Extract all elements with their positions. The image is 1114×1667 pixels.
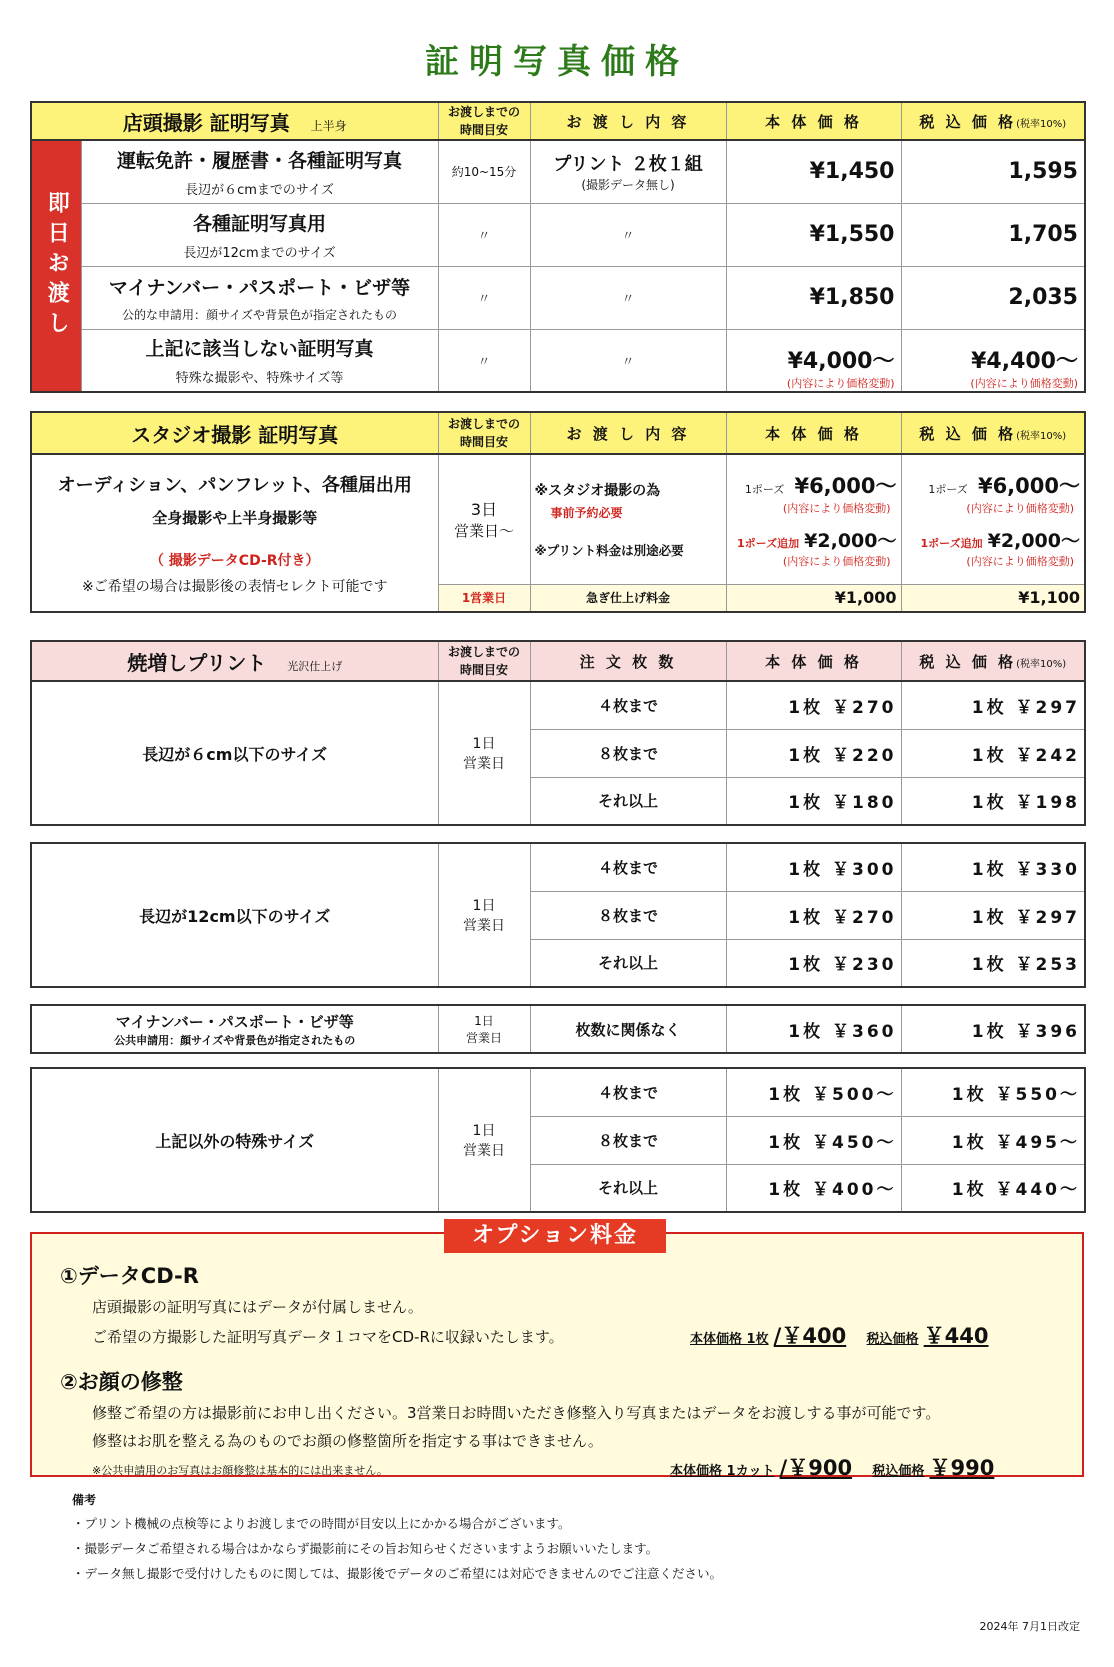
shop-row-3-name: マイナンバー・パスポート・ビザ等 公的な申請用：顔サイズや背景色が指定されたもの	[81, 266, 438, 329]
shop-row-1-name: 運転免許・履歴書・各種証明写真 長辺が６cmまでのサイズ	[81, 140, 438, 203]
rush-tax: ¥1,100	[901, 584, 1085, 612]
cd-price: 本体価格 1枚 /￥400 税込価格 ￥440	[690, 1324, 989, 1348]
shop-row-4-content: 〃	[530, 329, 726, 392]
group-4-qty-3: それ以上	[530, 1164, 726, 1212]
remark-item-3: ・データ無し撮影で受付けしたものに関しては、撮影後でデータのご希望には対応できませんのでご注意ください。	[72, 1566, 723, 1581]
shop-row-3-content: 〃	[530, 266, 726, 329]
shop-row-1-base: ¥1,450	[726, 140, 901, 203]
reprint-time-header: お渡しまでの 時間目安	[438, 641, 530, 681]
time-header: お渡しまでの 時間目安	[438, 102, 530, 140]
studio-base-header: 本 体 価 格	[726, 412, 901, 454]
group-4-time: 1日 営業日	[438, 1068, 530, 1212]
group-2-name: 長辺が12cm以下のサイズ	[31, 843, 438, 987]
remark-item-2: ・撮影データご希望される場合はかならず撮影前にその旨お知らせくださいますようお願いいたします。	[72, 1541, 659, 1556]
shop-row-2-base: ¥1,550	[726, 203, 901, 266]
studio-time: 3日 営業日〜	[438, 454, 530, 584]
group-4-qty-2: ８枚まで	[530, 1116, 726, 1164]
group-4-qty-1: ４枚まで	[530, 1068, 726, 1116]
reprint-header: 焼増しプリント 光沢仕上げ	[31, 641, 438, 681]
studio-description: オーディション、パンフレット、各種届出用 全身撮影や上半身撮影等 （ 撮影データCD-R付き） ※ご希望の場合は撮影後の表情セレクト可能です	[31, 454, 438, 612]
reprint-table-1	[30, 640, 1086, 826]
group-4-tax-1: 1枚 ￥550〜	[901, 1068, 1085, 1116]
reprint-table-3	[30, 1004, 1086, 1054]
shop-row-4-name: 上記に該当しない証明写真 特殊な撮影や、特殊サイズ等	[81, 329, 438, 392]
group-4-tax-2: 1枚 ￥495〜	[901, 1116, 1085, 1164]
group-4-base-2: 1枚 ￥450〜	[726, 1116, 901, 1164]
options-box	[30, 1232, 1084, 1480]
group-2-base-2: 1枚 ￥270	[726, 891, 901, 939]
group-1-qty-3: それ以上	[530, 777, 726, 825]
studio-content: ※スタジオ撮影の為 事前予約必要 ※プリント料金は別途必要	[530, 454, 726, 584]
group-1-time: 1日 営業日	[438, 681, 530, 825]
group-2-base-3: 1枚 ￥230	[726, 939, 901, 987]
rush-time: 1営業日	[438, 584, 530, 612]
studio-tax-header: 税 込 価 格(税率10%)	[901, 412, 1085, 454]
same-day-band: 即日お渡し	[31, 140, 81, 392]
group-2-tax-3: 1枚 ￥253	[901, 939, 1085, 987]
shop-row-1-time: 約10~15分	[438, 140, 530, 203]
shop-row-2-tax: 1,705	[901, 203, 1085, 266]
retouch-line-2: 修整はお肌を整える為のものでお顔の修整箇所を指定する事はできません。	[92, 1432, 603, 1450]
group-2-qty-3: それ以上	[530, 939, 726, 987]
reprint-table-4	[30, 1067, 1086, 1213]
tax-price-header: 税 込 価 格(税率10%)	[901, 102, 1085, 140]
reprint-tax-header: 税 込 価 格(税率10%)	[901, 641, 1085, 681]
qty-header: 注 文 枚 数	[530, 641, 726, 681]
group-4-name: 上記以外の特殊サイズ	[31, 1068, 438, 1212]
shop-row-3-tax: 2,035	[901, 266, 1085, 329]
group-4-base-3: 1枚 ￥400〜	[726, 1164, 901, 1212]
shop-row-2-content: 〃	[530, 203, 726, 266]
group-1-tax-3: 1枚 ￥198	[901, 777, 1085, 825]
studio-header: スタジオ撮影 証明写真	[31, 412, 438, 454]
group-3-name: マイナンバー・パスポート・ビザ等 公共申請用：顔サイズや背景色が指定されたもの	[31, 1005, 438, 1053]
shop-row-4-tax: ¥4,400〜 (内容により価格変動)	[901, 329, 1085, 392]
contents-header: お 渡 し 内 容	[530, 102, 726, 140]
retouch-heading: ②お顔の修整	[60, 1370, 183, 1394]
base-price-header: 本 体 価 格	[726, 102, 901, 140]
group-1-qty-2: ８枚まで	[530, 729, 726, 777]
studio-table	[30, 411, 1086, 613]
shop-row-3-time: 〃	[438, 266, 530, 329]
group-2-tax-1: 1枚 ￥330	[901, 843, 1085, 891]
remark-item-1: ・プリント機械の点検等によりお渡しまでの時間が目安以上にかかる場合がございます。	[72, 1516, 571, 1531]
group-1-tax-2: 1枚 ￥242	[901, 729, 1085, 777]
shop-row-1-tax: 1,595	[901, 140, 1085, 203]
group-3-time: 1日 営業日	[438, 1005, 530, 1053]
group-1-tax-1: 1枚 ￥297	[901, 681, 1085, 729]
rush-label: 急ぎ仕上げ料金	[530, 584, 726, 612]
studio-base-price: 1ポーズ ¥6,000〜 (内容により価格変動) 1ポーズ追加 ¥2,000〜 (内容により価格変動)	[726, 454, 901, 584]
retouch-note: ※公共申請用のお写真はお顔修整は基本的には出来ません。	[92, 1464, 388, 1477]
group-3-tax-1: 1枚 ￥396	[901, 1005, 1085, 1053]
rush-base: ¥1,000	[726, 584, 901, 612]
shop-row-4-base: ¥4,000〜 (内容により価格変動)	[726, 329, 901, 392]
shop-row-3-base: ¥1,850	[726, 266, 901, 329]
page-title: 証明写真価格	[425, 42, 689, 82]
shop-row-1-content: プリント ２枚１組 (撮影データ無し)	[530, 140, 726, 203]
shop-row-2-time: 〃	[438, 203, 530, 266]
group-1-base-3: 1枚 ￥180	[726, 777, 901, 825]
group-2-qty-1: ４枚まで	[530, 843, 726, 891]
shop-row-2-name: 各種証明写真用 長辺が12cmまでのサイズ	[81, 203, 438, 266]
group-2-qty-2: ８枚まで	[530, 891, 726, 939]
cd-line-1: 店頭撮影の証明写真にはデータが付属しません。	[92, 1298, 423, 1316]
group-2-tax-2: 1枚 ￥297	[901, 891, 1085, 939]
group-4-tax-3: 1枚 ￥440〜	[901, 1164, 1085, 1212]
cd-heading: ①データCD-R	[60, 1264, 199, 1288]
revision-date: 2024年 7月1日改定	[979, 1620, 1080, 1633]
cd-line-2: ご希望の方撮影した証明写真データ１コマをCD-Rに収録いたします。	[92, 1328, 564, 1346]
group-2-time: 1日 営業日	[438, 843, 530, 987]
group-3-base-1: 1枚 ￥360	[726, 1005, 901, 1053]
shop-table	[30, 101, 1086, 393]
remarks-heading: 備考	[72, 1493, 97, 1507]
reprint-base-header: 本 体 価 格	[726, 641, 901, 681]
studio-tax-price: 1ポーズ ¥6,000〜 (内容により価格変動) 1ポーズ追加 ¥2,000〜 (内容により価格変動)	[901, 454, 1085, 584]
group-1-base-2: 1枚 ￥220	[726, 729, 901, 777]
options-title: オプション料金	[444, 1219, 666, 1253]
group-4-base-1: 1枚 ￥500〜	[726, 1068, 901, 1116]
shop-header: 店頭撮影 証明写真 上半身	[31, 102, 438, 140]
group-1-base-1: 1枚 ￥270	[726, 681, 901, 729]
group-1-name: 長辺が６cm以下のサイズ	[31, 681, 438, 825]
reprint-table-2	[30, 842, 1086, 988]
studio-time-header: お渡しまでの 時間目安	[438, 412, 530, 454]
group-1-qty-1: ４枚まで	[530, 681, 726, 729]
retouch-price: 本体価格 1カット /￥900 税込価格 ￥990	[670, 1456, 995, 1480]
group-2-base-1: 1枚 ￥300	[726, 843, 901, 891]
group-3-qty-1: 枚数に関係なく	[530, 1005, 726, 1053]
shop-row-4-time: 〃	[438, 329, 530, 392]
studio-contents-header: お 渡 し 内 容	[530, 412, 726, 454]
retouch-line-1: 修整ご希望の方は撮影前にお申し出ください。3営業日お時間いただき修整入り写真またはデータをお渡しする事が可能です。	[92, 1404, 941, 1422]
